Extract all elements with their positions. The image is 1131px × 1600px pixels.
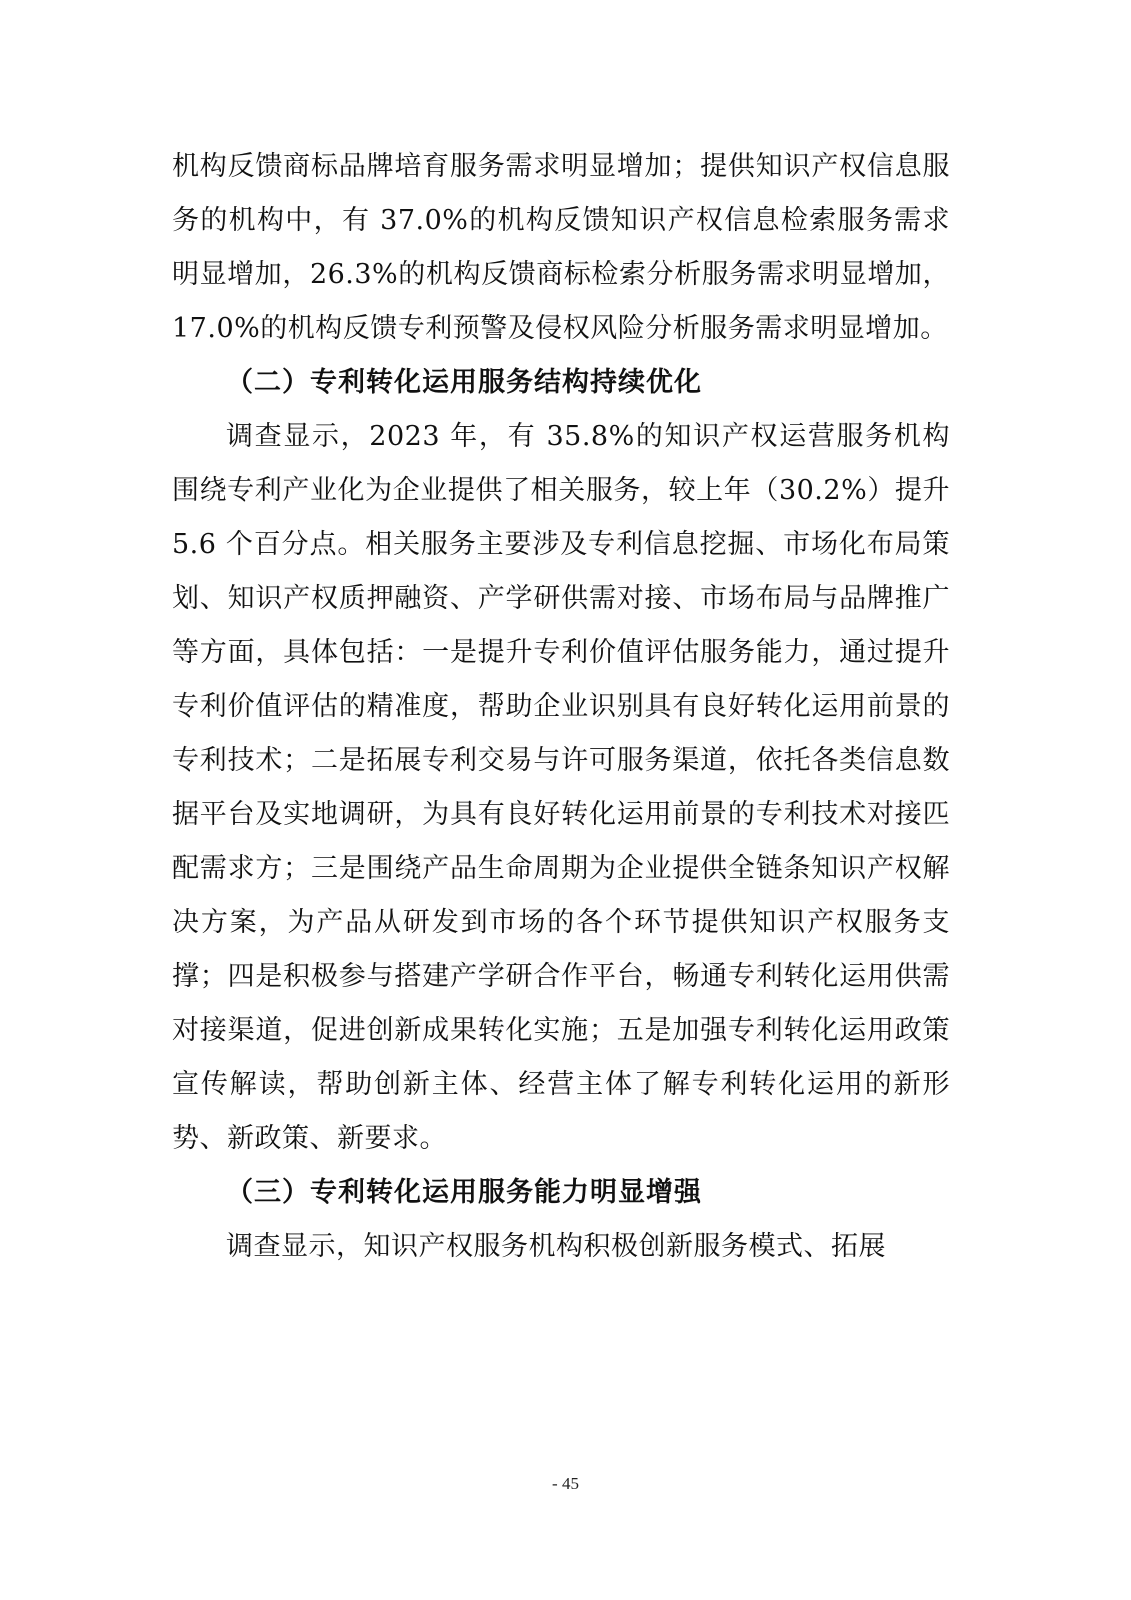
paragraph-section-2: 调查显示，2023 年，有 35.8%的知识产权运营服务机构围绕专利产业化为企业提供了相关服务，较上年（30.2%）提升 5.6 个百分点。相关服务主要涉及专利信息挖掘、市场化布局策划、知识产权质押融资、产学研供需对接、市场布局与品牌推广等方面，具体包括：一是提升专利价值评估服务能力，通过提升专利价值评估的精准度，帮助企业识别具有良好转化运用前景的专利技术；二是拓展专利交易与许可服务渠道，依托各类信息数据平台及实地调研，为具有良好转化运用前景的专利技术对接匹配需求方；三是围绕产品生命周期为企业提供全链条知识产权解决方案，为产品从研发到市场的各个环节提供知识产权服务支撑；四是积极参与搭建产学研合作平台，畅通专利转化运用供需对接渠道，促进创新成果转化实施；五是加强专利转化运用政策宣传解读，帮助创新主体、经营主体了解专利转化运用的新形势、新政策、新要求。 — [172, 421, 950, 1154]
paragraph-section-3: 调查显示，知识产权服务机构积极创新服务模式、拓展 — [226, 1231, 886, 1262]
section-heading-2: （二）专利转化运用服务结构持续优化 — [226, 367, 702, 398]
page-content — [172, 140, 950, 1274]
page-number: - 45 — [552, 1474, 579, 1493]
section-heading-3: （三）专利转化运用服务能力明显增强 — [226, 1177, 702, 1208]
paragraph-continued: 机构反馈商标品牌培育服务需求明显增加；提供知识产权信息服务的机构中，有 37.0%的机构反馈知识产权信息检索服务需求明显增加，26.3%的机构反馈商标检索分析服务需求明显增加，17.0%的机构反馈专利预警及侵权风险分析服务需求明显增加。 — [172, 151, 950, 344]
